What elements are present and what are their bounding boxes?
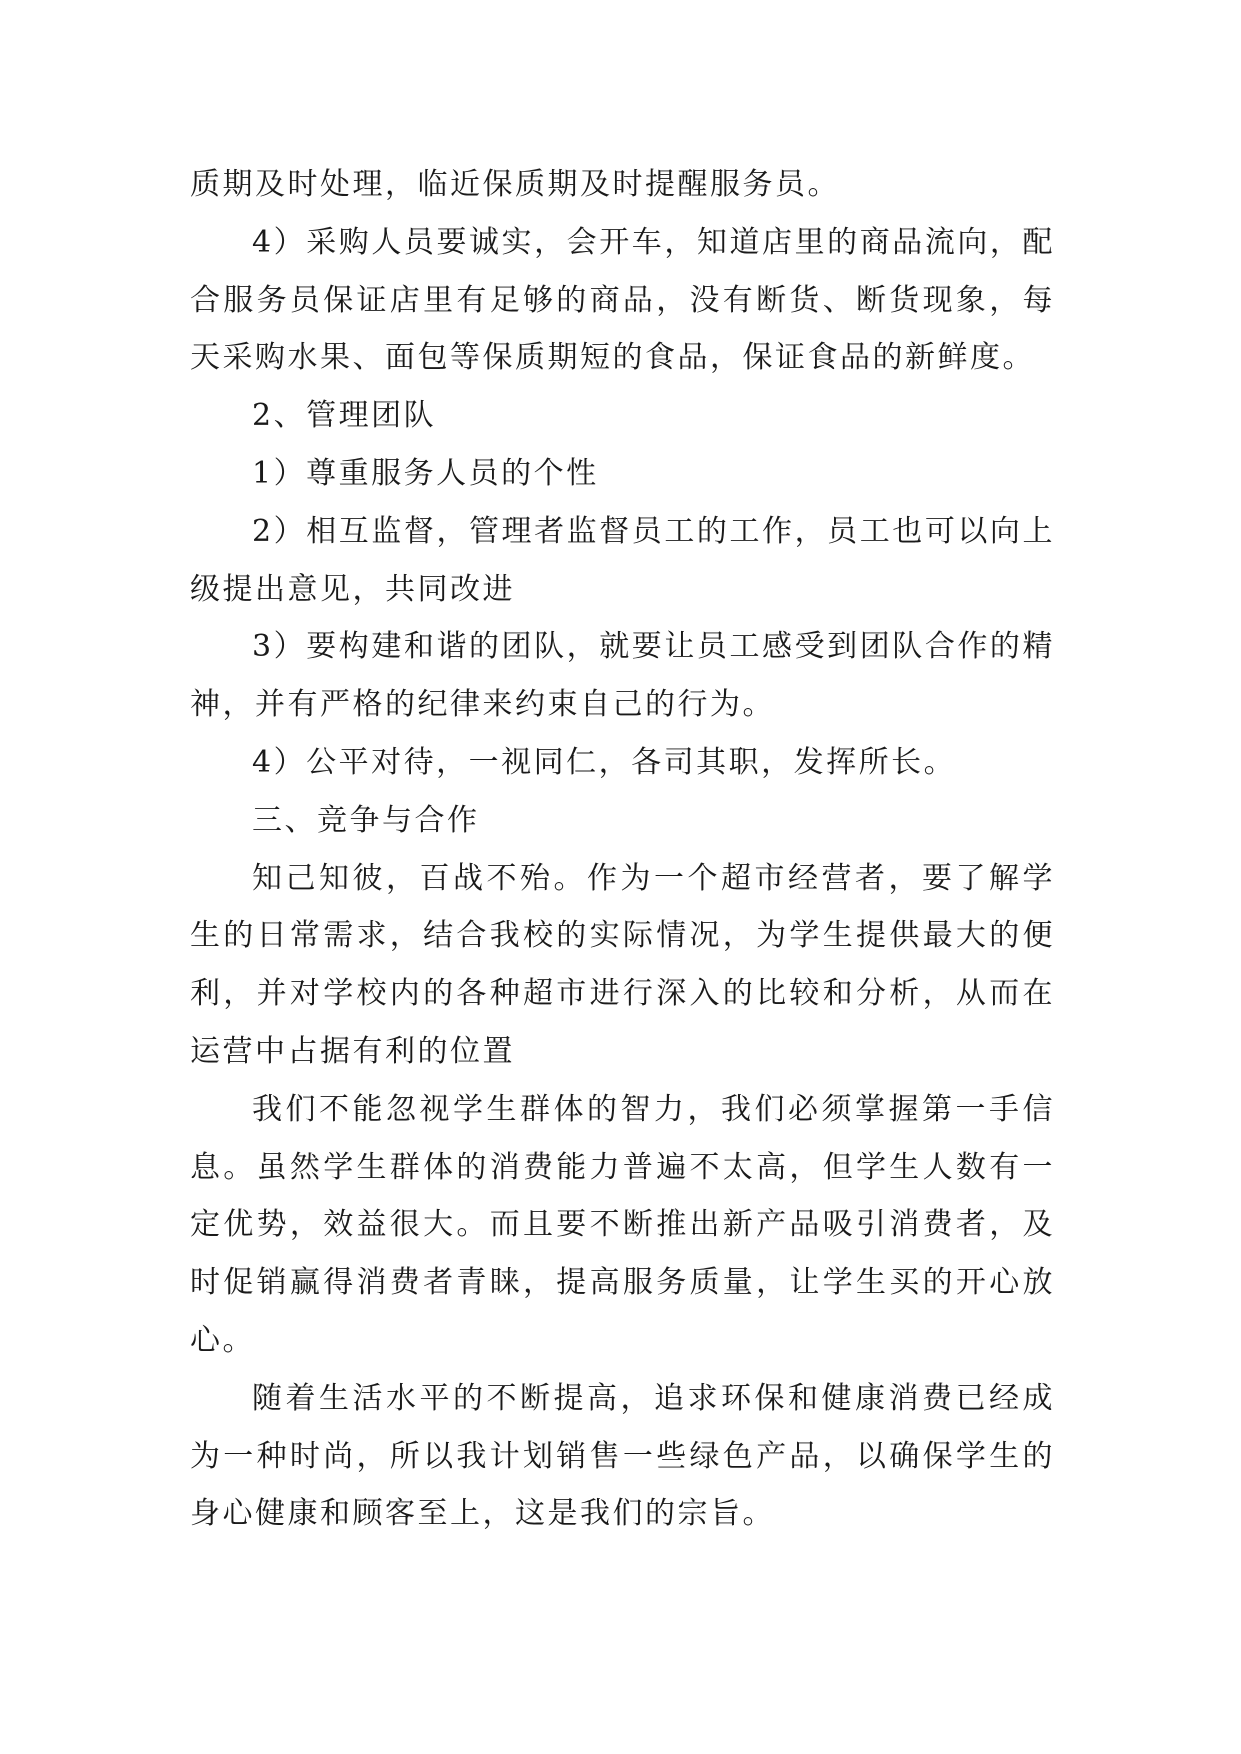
paragraph-student-group: 我们不能忽视学生群体的智力，我们必须掌握第一手信息。虽然学生群体的消费能力普遍不太高，但学生人数有一定优势，效益很大。而且要不断推出新产品吸引消费者，及时促销赢得消费者青睐，提高服务质量，让学生买的开心放心。 xyxy=(190,1091,1055,1358)
document-body xyxy=(190,156,1055,1543)
paragraph-know-yourself: 知己知彼，百战不殆。作为一个超市经营者，要了解学生的日常需求，结合我校的实际情况，为学生提供最大的便利，并对学校内的各种超市进行深入的比较和分析，从而在运营中占据有利的位置 xyxy=(190,860,1055,1069)
list-item-supervision: 2）相互监督，管理者监督员工的工作，员工也可以向上级提出意见，共同改进 xyxy=(190,513,1055,607)
paragraph-purchasing-staff: 4）采购人员要诚实，会开车，知道店里的商品流向，配合服务员保证店里有足够的商品，没有断货、断货现象，每天采购水果、面包等保质期短的食品，保证食品的新鲜度。 xyxy=(190,224,1055,376)
paragraph-green-products: 随着生活水平的不断提高，追求环保和健康消费已经成为一种时尚，所以我计划销售一些绿色产品，以确保学生的身心健康和顾客至上，这是我们的宗旨。 xyxy=(190,1380,1055,1532)
paragraph-continuation: 质期及时处理，临近保质期及时提醒服务员。 xyxy=(190,167,840,202)
list-item-fairness: 4）公平对待，一视同仁，各司其职，发挥所长。 xyxy=(252,744,957,780)
list-item-harmony: 3）要构建和谐的团队，就要让员工感受到团队合作的精神，并有严格的纪律来约束自己的行为。 xyxy=(190,629,1055,723)
heading-manage-team: 2、管理团队 xyxy=(252,398,437,434)
list-item-respect: 1）尊重服务人员的个性 xyxy=(252,455,599,491)
heading-competition: 三、竞争与合作 xyxy=(252,802,480,838)
